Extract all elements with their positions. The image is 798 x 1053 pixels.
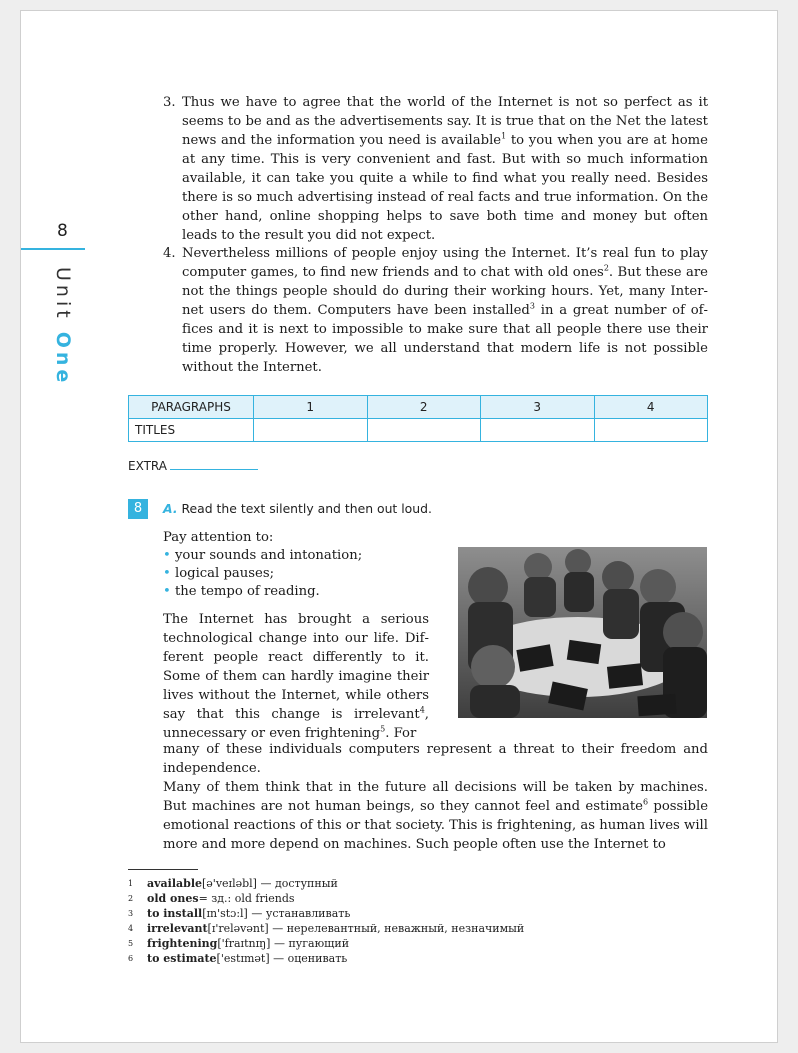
footnote: 4 irrelevant [ɪ'reləvənt] — нерелевантный, неважный, незначимый bbox=[128, 922, 525, 935]
footnote: 5 frightening ['fraɪtnɪŋ] — пугающий bbox=[128, 937, 350, 950]
extra-answer-line[interactable] bbox=[170, 459, 258, 470]
paragraph-number: 3. bbox=[163, 95, 176, 110]
unit-label bbox=[52, 267, 74, 386]
column-header: 4 bbox=[594, 396, 708, 419]
column-header: 1 bbox=[254, 396, 368, 419]
footnote-ref: 1 bbox=[501, 131, 507, 141]
bullet-icon: • bbox=[163, 584, 171, 599]
task-instruction bbox=[163, 501, 432, 516]
footnote-ref: 2 bbox=[603, 263, 609, 273]
task-instruction-text: Read the text silently and then out loud. bbox=[181, 501, 432, 516]
reading-paragraph: many of these individuals computers represent a threat to their freedom and independence. bbox=[163, 742, 708, 776]
reading-text-wide bbox=[163, 740, 708, 854]
page-number: 8 bbox=[57, 221, 68, 241]
title-answer-cell[interactable] bbox=[481, 419, 595, 442]
task-number-badge: 8 bbox=[128, 499, 148, 519]
task-letter: A. bbox=[163, 501, 178, 516]
bullet-icon: • bbox=[163, 566, 171, 581]
reading-text-narrow: The Internet has brought a serious technological change into our life. Different people react differently to it. Some of them can hardly imagine their lives without the Internet, while others say that this change is irrelevant$^4$, unnecessary or even frightening$^5$. For bbox=[163, 612, 429, 741]
unit-word: Unit bbox=[52, 267, 74, 322]
attention-list bbox=[163, 529, 362, 601]
column-header: 2 bbox=[367, 396, 481, 419]
reading-paragraph: Many of them think that in the future all decisions will be taken by machines. But machines are not human beings, so they cannot feel and estimate$^6$ possible emotional reactions of this or that society. This is frightening, as human lives will more and more depend on machines. Such people often use the Internet to bbox=[163, 780, 709, 852]
table-row bbox=[129, 419, 708, 442]
title-answer-cell[interactable] bbox=[254, 419, 368, 442]
footnote-divider bbox=[128, 869, 198, 870]
row-label-titles: TITLES bbox=[129, 419, 254, 442]
bullet-icon: • bbox=[163, 548, 171, 563]
title-answer-cell[interactable] bbox=[594, 419, 708, 442]
footnote-ref: 6 bbox=[642, 797, 649, 807]
footnote: 2 old ones = зд.: old friends bbox=[128, 892, 295, 905]
list-item: • the tempo of reading. bbox=[163, 584, 320, 599]
column-header: 3 bbox=[481, 396, 595, 419]
footnotes bbox=[128, 876, 524, 966]
footnote: 1 available [ə'veɪləbl] — доступный bbox=[128, 877, 338, 890]
matching-table bbox=[128, 395, 708, 442]
unit-number: One bbox=[52, 331, 74, 387]
extra-field bbox=[128, 459, 258, 473]
extra-label: EXTRA bbox=[128, 459, 167, 473]
table-row bbox=[129, 396, 708, 419]
footnote: 6 to estimate ['estɪmət] — оценивать bbox=[128, 952, 348, 965]
row-label-paragraphs: PARAGRAPHS bbox=[129, 396, 254, 419]
list-item: • your sounds and intonation; bbox=[163, 548, 363, 563]
paragraph-text: Nevertheless millions of people enjoy using the Internet. It’s real fun to play computer games, to find new friends and to chat with old ones$^2$. But these are not the things people should do during their working hours. Yet, many Internet users do them. Computers have been installed$^3$ in a great number of offices and it is next to impossible to make sure that all people there use their time properly. However, we all understand that modern life is not possible without the Internet. bbox=[182, 246, 709, 375]
footnote: 3 to install [ɪn'stɔ:l] — устанавливать bbox=[128, 907, 351, 920]
list-item: • logical pauses; bbox=[163, 566, 275, 581]
footnote-ref: 3 bbox=[529, 301, 535, 311]
footnote-ref: 4 bbox=[419, 705, 425, 715]
sidebar-rule bbox=[21, 248, 85, 250]
paragraph-4 bbox=[163, 244, 708, 377]
attention-heading: Pay attention to: bbox=[163, 530, 274, 545]
paragraph-number: 4. bbox=[163, 246, 176, 261]
title-answer-cell[interactable] bbox=[367, 419, 481, 442]
students-with-tablets-photo bbox=[458, 547, 707, 718]
textbook-page bbox=[20, 10, 778, 1043]
paragraph-3 bbox=[163, 93, 708, 245]
footnote-ref: 5 bbox=[380, 724, 386, 734]
paragraph-text: Thus we have to agree that the world of the Internet is not so perfect as it seems to be and as the advertisements say. It is true that on the Net the latest news and the information you need is available$^1$ to you when you are at home at any time. This is very convenient and fast. But with so much information available, it can take you quite a while to find what you really need. Besides there is so much advertising instead of real facts and true information. On the other hand, online shopping helps to save both time and money but often leads to the result you did not expect. bbox=[182, 95, 708, 243]
